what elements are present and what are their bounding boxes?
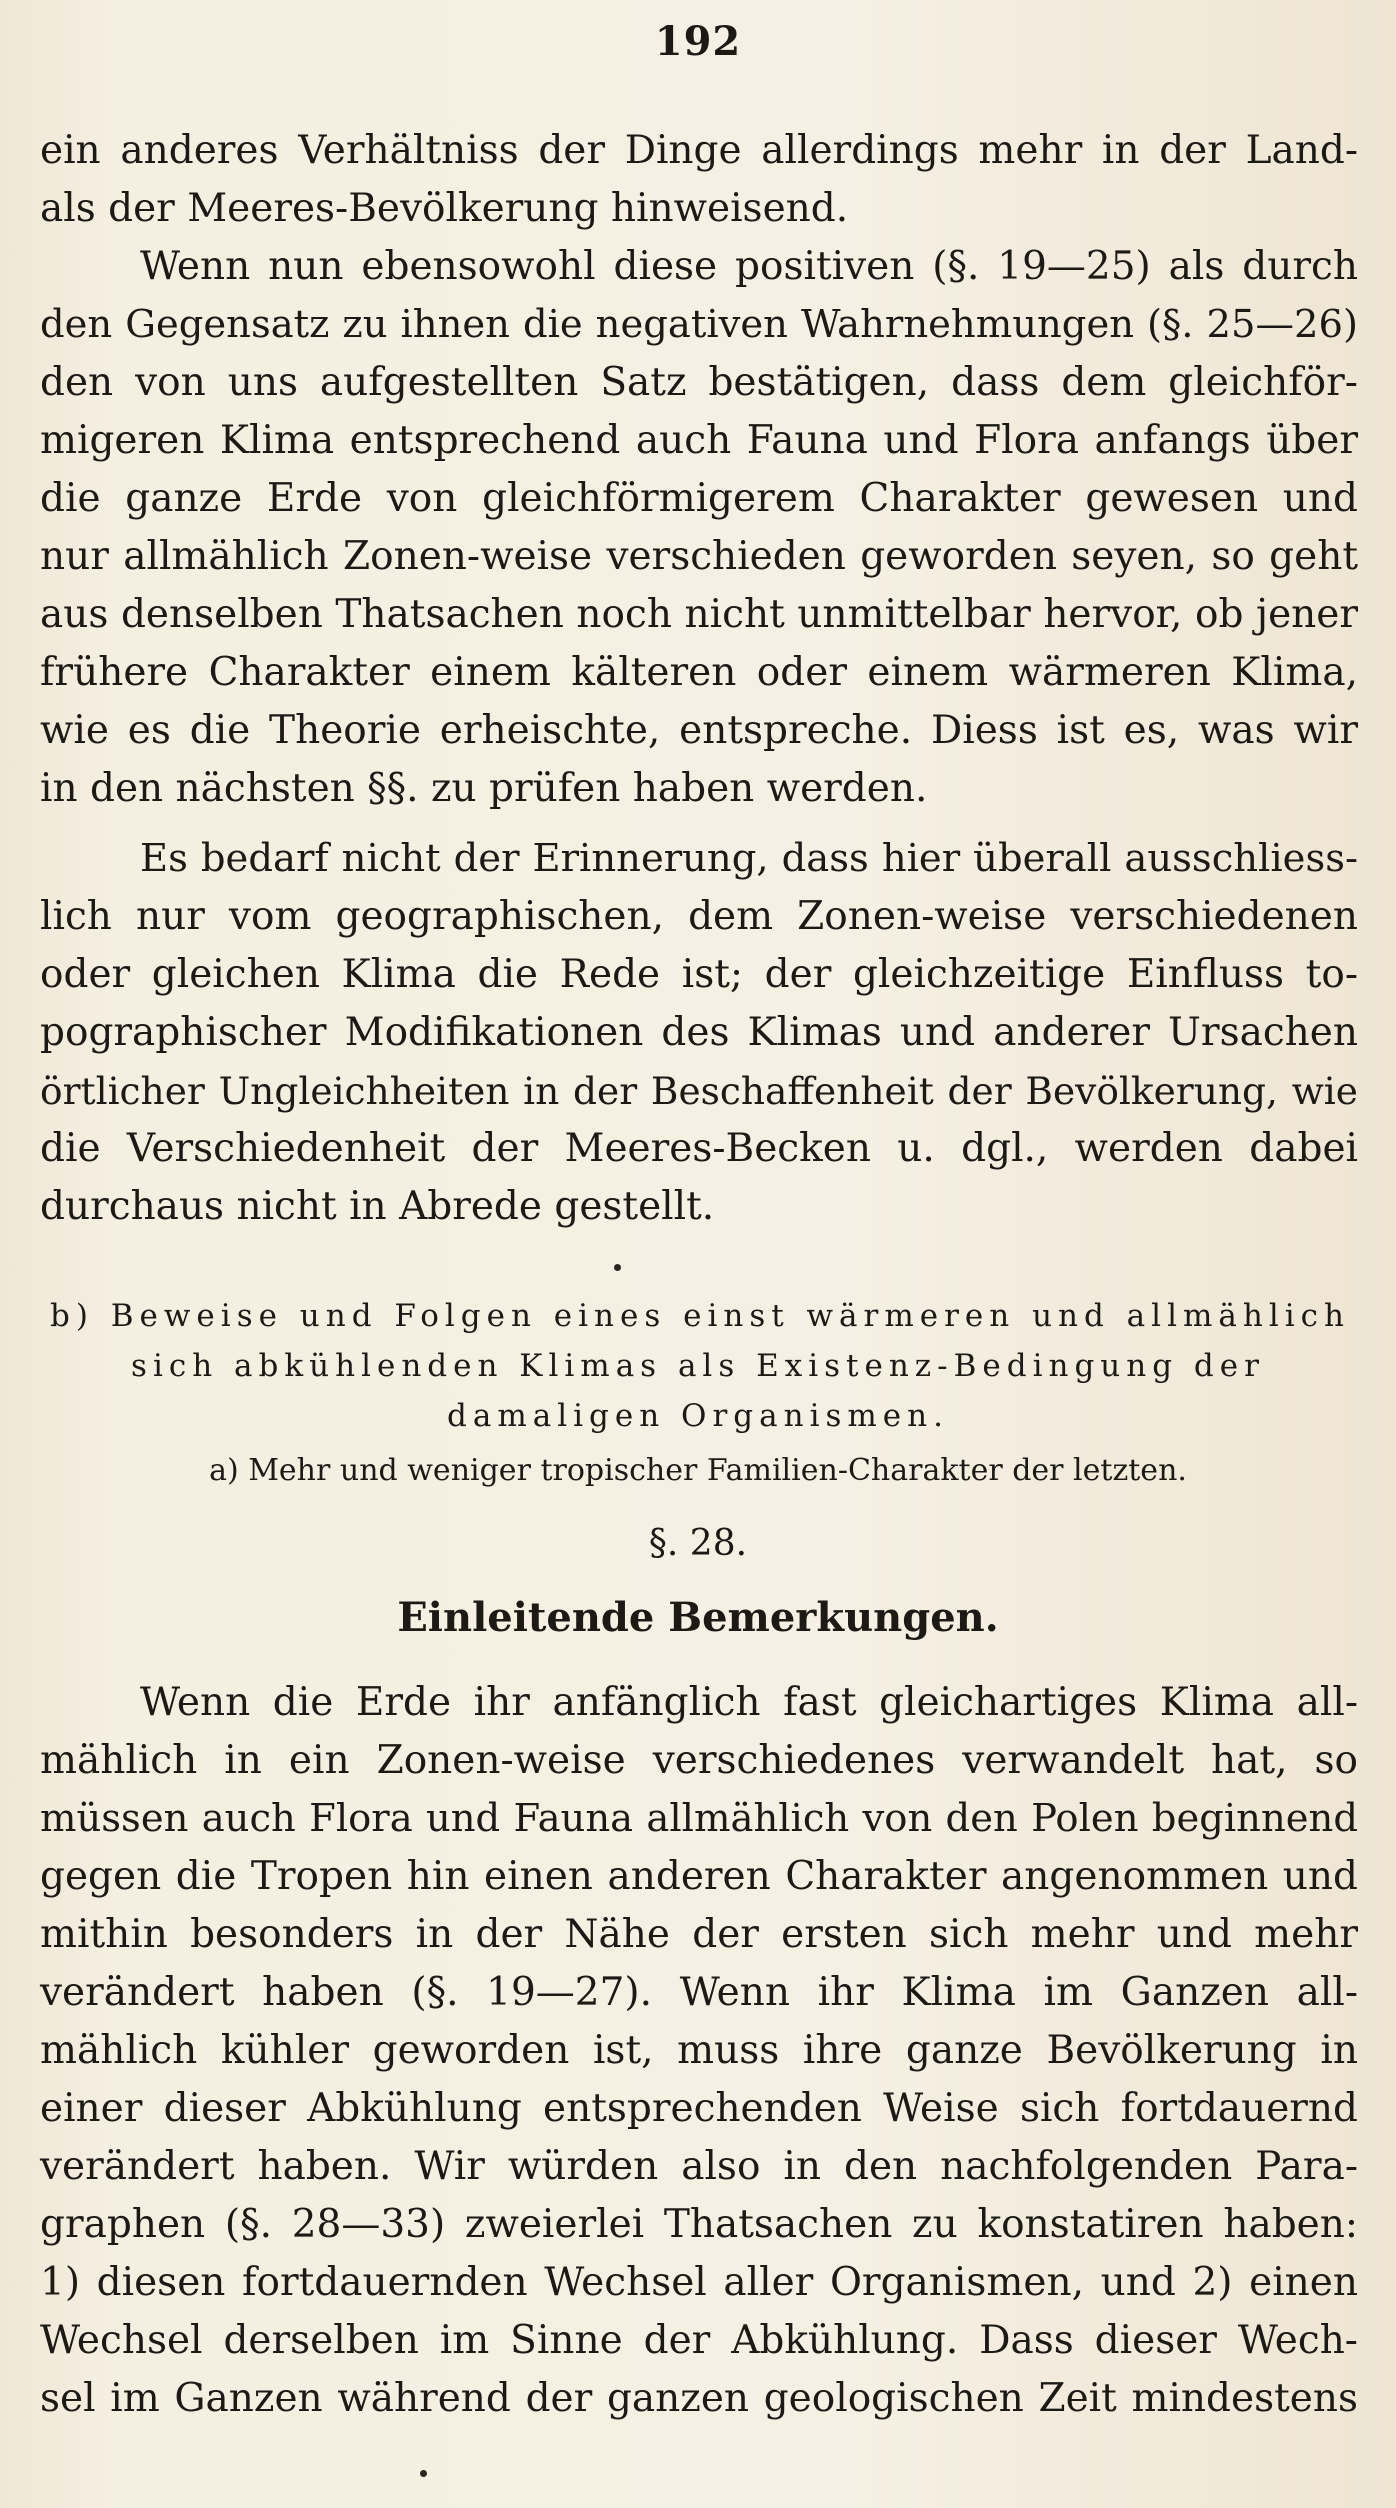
text-line: den von uns aufgestellten Satz bestätigen, dass dem gleichför- [40,360,1358,405]
text-line: graphen (§. 28—33) zweierlei Thatsachen zu konstatiren haben: [40,2202,1358,2247]
text-line: mithin besonders in der Nähe der ersten sich mehr und mehr [40,1912,1358,1957]
text-line: die Verschiedenheit der Meeres-Becken u. dgl., werden dabei [40,1126,1358,1171]
subsection-heading-a: a) Mehr und weniger tropischer Familien-Charakter der letzten. [209,1453,1187,1488]
subsection-heading-b: sich abkühlenden Klimas als Existenz-Bedingung der [131,1348,1265,1384]
text-line: lich nur vom geographischen, dem Zonen-weise verschiedenen [40,894,1358,939]
text-line: mählich kühler geworden ist, muss ihre ganze Bevölkerung in [40,2028,1358,2073]
subsection-heading-b: damaligen Organismen. [447,1398,949,1434]
text-line: frühere Charakter einem kälteren oder einem wärmeren Klima, [40,650,1358,695]
section-number: §. 28. [648,1523,748,1564]
text-line: in den nächsten §§. zu prüfen haben werden. [40,766,928,811]
text-line: örtlicher Ungleichheiten in der Beschaffenheit der Bevölkerung, wie [40,1069,1358,1113]
text-line: durchaus nicht in Abrede gestellt. [40,1184,715,1229]
text-line: mählich in ein Zonen-weise verschiedenes verwandelt hat, so [40,1738,1358,1783]
text-line: gegen die Tropen hin einen anderen Charakter angenommen und [40,1854,1358,1899]
text-line: Wenn die Erde ihr anfänglich fast gleichartiges Klima all- [140,1680,1358,1725]
section-title: Einleitende Bemerkungen. [397,1594,999,1641]
text-line: verändert haben. Wir würden also in den nachfolgenden Para- [40,2144,1358,2189]
subsection-heading-b: b) Beweise und Folgen eines einst wärmeren und allmählich [50,1298,1350,1334]
print-speck [614,1264,621,1271]
page-number: 192 [654,18,742,65]
text-line: 1) diesen fortdauernden Wechsel aller Organismen, und 2) einen [40,2260,1358,2305]
text-line: wie es die Theorie erheischte, entspreche. Diess ist es, was wir [40,708,1358,753]
text-line: ein anderes Verhältniss der Dinge allerdings mehr in der Land- [40,128,1358,173]
text-line: aus denselben Thatsachen noch nicht unmittelbar hervor, ob jener [40,592,1358,637]
text-line: Es bedarf nicht der Erinnerung, dass hier überall ausschliess- [140,836,1358,881]
text-line: als der Meeres-Bevölkerung hinweisend. [40,186,849,231]
text-line: verändert haben (§. 19—27). Wenn ihr Klima im Ganzen all- [40,1970,1358,2015]
text-line: Wechsel derselben im Sinne der Abkühlung. Dass dieser Wech- [40,2318,1358,2363]
text-line: migeren Klima entsprechend auch Fauna und Flora anfangs über [40,418,1358,463]
text-line: einer dieser Abkühlung entsprechenden Weise sich fortdauernd [40,2086,1358,2131]
text-line: sel im Ganzen während der ganzen geologischen Zeit mindestens [40,2376,1358,2421]
text-line: pographischer Modifikationen des Klimas und anderer Ursachen [40,1010,1358,1055]
text-line: nur allmählich Zonen-weise verschieden geworden seyen, so geht [40,534,1358,579]
text-line: müssen auch Flora und Fauna allmählich von den Polen beginnend [40,1796,1358,1841]
text-line: oder gleichen Klima die Rede ist; der gleichzeitige Einfluss to- [40,952,1358,997]
print-speck [420,2470,427,2477]
text-line: die ganze Erde von gleichförmigerem Charakter gewesen und [40,476,1358,521]
text-line: Wenn nun ebensowohl diese positiven (§. 19—25) als durch [140,244,1358,289]
text-line: den Gegensatz zu ihnen die negativen Wahrnehmungen (§. 25—26) [40,302,1358,347]
